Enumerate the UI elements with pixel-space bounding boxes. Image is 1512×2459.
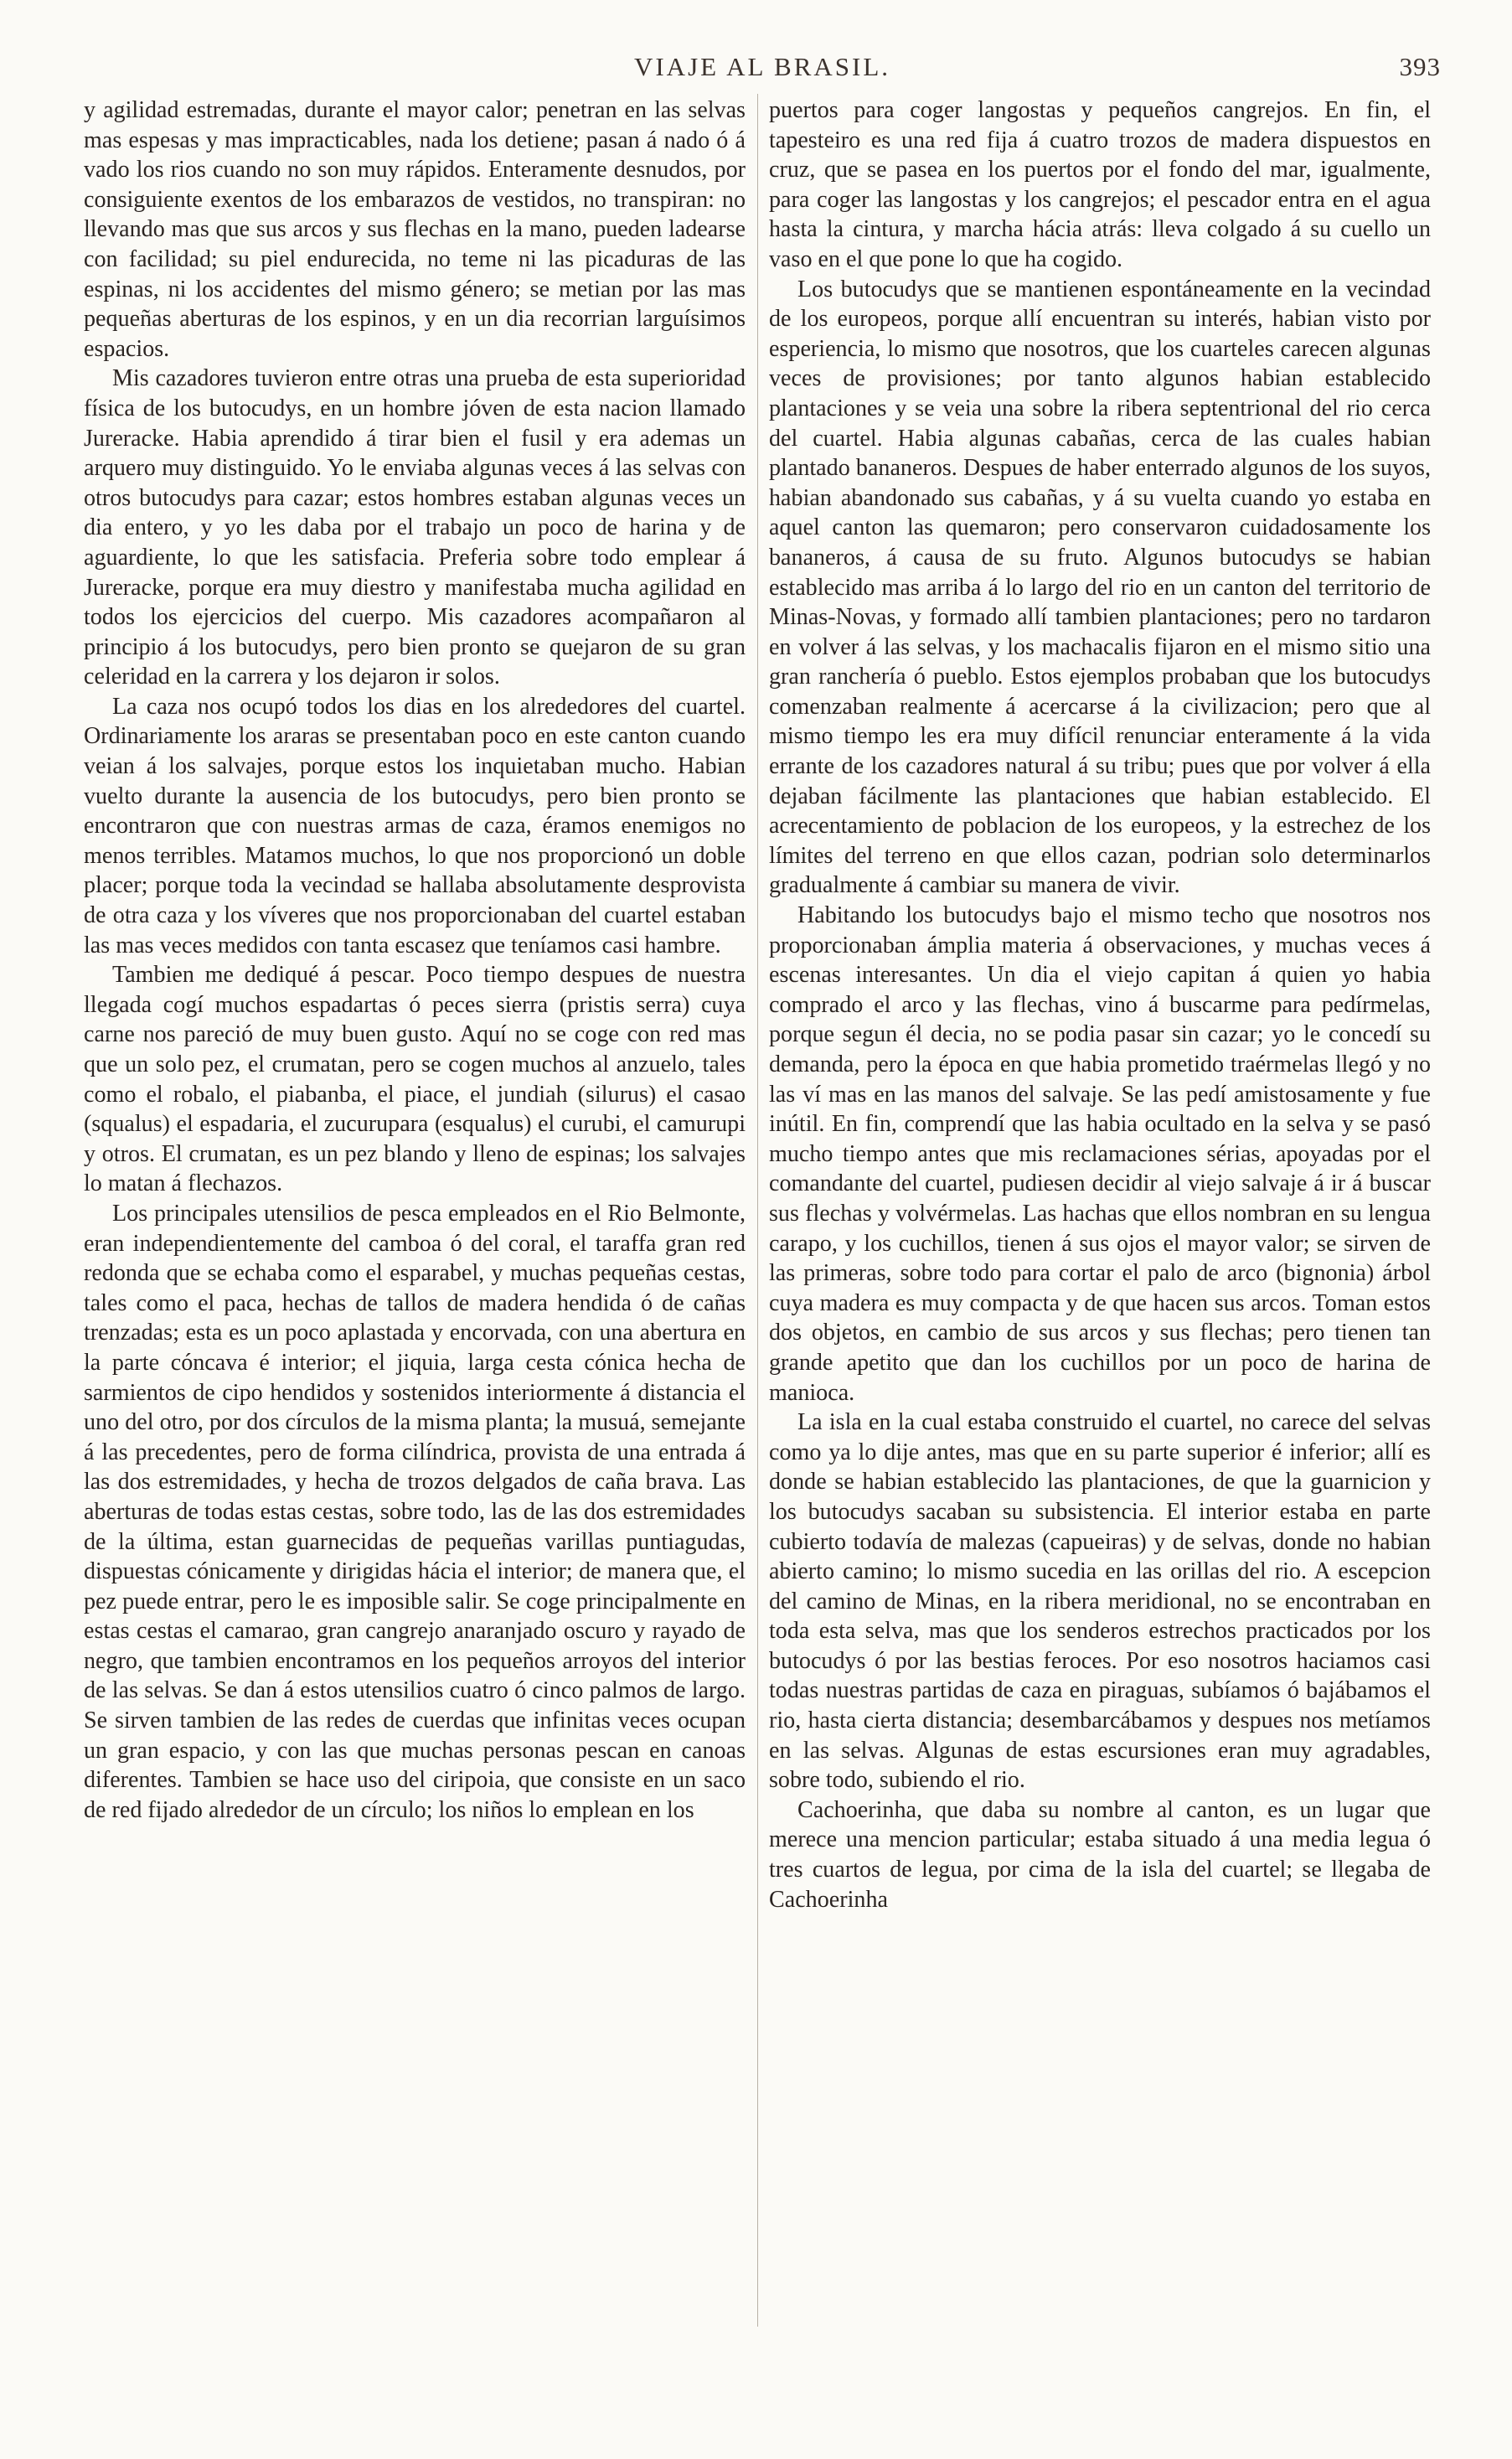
page-header <box>84 52 1441 85</box>
paragraph: La isla en la cual estaba construido el cuartel, no carece del selvas como ya lo dije antes, mas que en su parte superior é inferior; allí es donde se habian establecido las plantaciones, de que la guarnicion y los butocudys sacaban su subsistencia. El interior estaba en parte cubierto todavía de malezas (capueiras) y de selvas, donde no habian abierto camino; lo mismo sucedia en las orillas del rio. A escepcion del camino de Minas, en la ribera meridional, no se encontraban en toda esta selva, mas que los senderos estrechos practicados por los butocudys ó por las bestias feroces. Por eso nosotros haciamos casi todas nuestras partidas de caza en piraguas, subíamos ó bajábamos el rio, hasta cierta distancia; desembarcábamos y despues nos metíamos en las selvas. Algunas de estas escursiones eran muy agradables, sobre todo, subiendo el rio. <box>769 1409 1431 1794</box>
left-column <box>84 96 746 1825</box>
page-number: 393 <box>1399 52 1441 81</box>
column-divider <box>757 94 758 2327</box>
paragraph: Tambien me dediqué á pescar. Poco tiempo despues de nuestra llegada cogí muchos espadartas ó peces sierra (pristis serra) cuya carne nos pareció de muy buen gusto. Aquí no se coge con red mas que un solo pez, el crumatan, pero se cogen muchos al anzuelo, tales como el robalo, el piabanba, el piace, el jundiah (silurus) el casao (squalus) el espadaria, el zucurupara (esqualus) el curubi, el camurupi y otros. El crumatan, es un pez blando y lleno de espinas; los salvajes lo matan á flechazos. <box>84 962 746 1197</box>
paragraph: y agilidad estremadas, durante el mayor calor; penetran en las selvas mas espesas y mas impracticables, nada los detiene; pasan á nado ó á vado los rios cuando no son muy rápidos. Enteramente desnudos, por consiguiente exentos de los embarazos de vestidos, no transpiran: no llevando mas que sus arcos y sus flechas en la mano, pueden ladearse con facilidad; su piel endurecida, no teme ni las picaduras de las espinas, ni los accidentes del mismo género; se metian por las mas pequeñas aberturas de los espinos, y en un dia recorrian larguísimos espacios. <box>84 97 746 362</box>
paragraph: Los butocudys que se mantienen espontáneamente en la vecindad de los europeos, porque allí encuentran su interés, habian visto por esperiencia, lo mismo que nosotros, que los cuarteles carecen algunas veces de provisiones; por tanto algunos habian establecido plantaciones y se veia una sobre la ribera septentrional del rio cerca del cuartel. Habia algunas cabañas, cerca de las cuales habian plantado bananeros. Despues de haber enterrado algunos de los suyos, habian abandonado sus cabañas, y á su vuelta cuando yo estaba en aquel canton las quemaron; pero conservaron cuidadosamente los bananeros, á causa de su fruto. Algunos butocudys se habian establecido mas arriba á lo largo del rio en un canton del territorio de Minas-Novas, y formado allí tambien plantaciones; pero no tardaron en volver á las selvas, y los machacalis fijaron en el mismo sitio una gran ranchería ó pueblo. Estos ejemplos probaban que los butocudys comenzaban realmente á acercarse á la civilizacion; pero que al mismo tiempo les era muy difícil renunciar enteramente á la vida errante de los cazadores natural á su tribu; pues que por volver á ella dejaban fácilmente las plantaciones que habian establecido. El acrecentamiento de poblacion de los europeos, y la estrechez de los límites del terreno en que ellos cazan, podrian solo determinarlos gradualmente á cambiar su manera de vivir. <box>769 276 1431 899</box>
paragraph: Habitando los butocudys bajo el mismo techo que nosotros nos proporcionaban ámplia materia á observaciones, y muchas veces á escenas interesantes. Un dia el viejo capitan á quien yo habia comprado el arco y las flechas, vino á buscarme para pedírmelas, porque segun él decia, no se podia pasar sin cazar; yo le concedí su demanda, pero la época en que habia prometido traérmelas llegó y no las ví mas en las manos del salvaje. Se las pedí amistosamente y fue inútil. En fin, comprendí que las habia ocultado en la selva y se pasó mucho tiempo antes que mis reclamaciones sérias, apoyadas por el comandante del cuartel, pudiesen decidir al viejo salvaje á ir á buscar sus flechas y volvérmelas. Las hachas que ellos nombran en su lengua carapo, y los cuchillos, tienen á sus ojos el mayor valor; se sirven de las primeras, sobre todo para cortar el palo de arco (bignonia) árbol cuya madera es muy compacta y de que hacen sus arcos. Toman estos dos objetos, en cambio de sus arcos y sus flechas; pero tienen tan grande apetito que dan los cuchillos por un poco de harina de manioca. <box>769 902 1431 1406</box>
paragraph: Mis cazadores tuvieron entre otras una prueba de esta superioridad física de los butocudys, en un hombre jóven de esta nacion llamado Jureracke. Habia aprendido á tirar bien el fusil y era ademas un arquero muy distinguido. Yo le enviaba algunas veces á las selvas con otros butocudys para cazar; estos hombres estaban algunas veces un dia entero, y yo les daba por el trabajo un poco de harina y de aguardiente, lo que les satisfacia. Preferia sobre todo emplear á Jureracke, porque era muy diestro y manifestaba mucha agilidad en todos los ejercicios del cuerpo. Mis cazadores acompañaron al principio á los butocudys, pero bien pronto se quejaron de su gran celeridad en la carrera y los dejaron ir solos. <box>84 365 746 690</box>
paragraph: Cachoerinha, que daba su nombre al canton, es un lugar que merece una mencion particular; estaba situado á una media legua ó tres cuartos de legua, por cima de la isla del cuartel; se llegaba de Cachoerinha <box>769 1796 1431 1913</box>
paragraph: La caza nos ocupó todos los dias en los alrededores del cuartel. Ordinariamente los araras se presentaban poco en este canton cuando veian á los salvajes, porque estos los inquietaban mucho. Habian vuelto durante la ausencia de los butocudys, pero bien pronto se encontraron que con nuestras armas de caza, éramos enemigos no menos terribles. Matamos muchos, lo que nos proporcionó un doble placer; porque toda la vecindad se hallaba absolutamente desprovista de otra caza y los víveres que nos proporcionaban del cuartel estaban las mas veces medidos con tanta escasez que teníamos casi hambre. <box>84 693 746 958</box>
running-title: VIAJE AL BRASIL. <box>633 52 891 81</box>
right-column <box>769 96 1431 1914</box>
paragraph: puertos para coger langostas y pequeños cangrejos. En fin, el tapesteiro es una red fija á cuatro trozos de madera dispuestos en cruz, que se pasea en los puertos por el fondo del mar, igualmente, para coger las langostas y los cangrejos; el pescador entra en el agua hasta la cintura, y marcha hácia atrás: lleva colgado á su cuello un vaso en el que pone lo que ha cogido. <box>769 97 1431 272</box>
paragraph: Los principales utensilios de pesca empleados en el Rio Belmonte, eran independientemente del camboa ó del coral, el taraffa gran red redonda que se echaba como el esparabel, y muchas pequeñas cestas, tales como el paca, hechas de tallos de madera hendida ó de cañas trenzadas; esta es un poco aplastada y encorvada, con una abertura en la parte cóncava é interior; el jiquia, larga cesta cónica hecha de sarmientos de cipo hendidos y sostenidos interiormente á distancia el uno del otro, por dos círculos de la misma planta; la musuá, semejante á las precedentes, pero de forma cilíndrica, provista de una entrada á las dos estremidades, y hecha de trozos delgados de caña brava. Las aberturas de todas estas cestas, sobre todo, las de las dos estremidades de la última, estan guarnecidas de pequeñas varillas puntiagudas, dispuestas cónicamente y dirigidas hácia el interior; de manera que, el pez puede entrar, pero le es imposible salir. Se coge principalmente en estas cestas el camarao, gran cangrejo anaranjado oscuro y rayado de negro, que tambien encontramos en los pequeños arroyos del interior de las selvas. Se dan á estos utensilios cuatro ó cinco palmos de largo. Se sirven tambien de las redes de cuerdas que infinitas veces ocupan un gran espacio, y con las que muchas personas pescan en canoas diferentes. Tambien se hace uso del ciripoia, que consiste en un saco de red fijado alrededor de un círculo; los niños lo emplean en los <box>84 1200 746 1823</box>
